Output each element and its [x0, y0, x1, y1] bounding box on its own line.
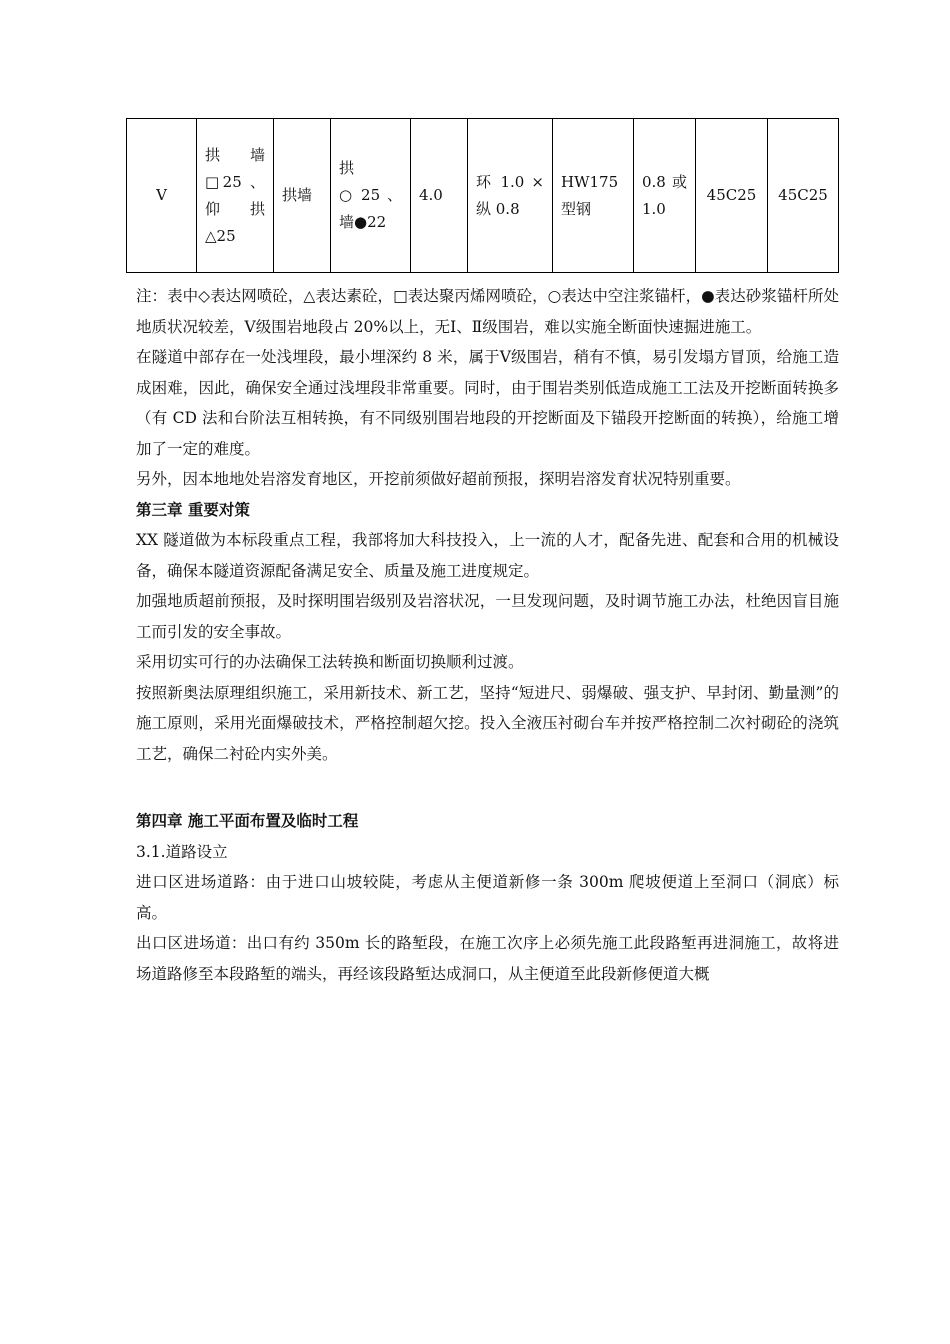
document-body [136, 281, 839, 989]
cell-secondary-lining-b: 45C25 [768, 119, 839, 273]
cell-line: HW175 [561, 172, 619, 191]
cell-anchor-type [331, 119, 411, 273]
paragraph: 另外，因本地地处岩溶发育地区，开挖前须做好超前预报，探明岩溶发育状况特别重要。 [136, 470, 741, 488]
paragraph: 加强地质超前预报，及时探明围岩级别及岩溶状况，一旦发现问题，及时调节施工办法，杜绝因盲目施工而引发的安全事故。 [136, 592, 839, 641]
paragraph: 出口区进场道：出口有约 350m 长的路堑段，在施工次序上必须先施工此段路堑再进洞施工，故将进场道路修至本段路堑的端头，再经该段路堑达成洞口，从主便道至此段新修便道大概 [136, 934, 839, 983]
cell-line: 墙●22 [339, 213, 387, 231]
table-row [127, 119, 839, 273]
paragraph: 采用切实可行的办法确保工法转换和断面切换顺利过渡。 [136, 653, 524, 671]
cell-location: 拱墙 [274, 119, 331, 273]
paragraph: 进口区进场道路：由于进口山坡较陡，考虑从主便道新修一条 300m 爬坡便道上至洞口（洞底）标高。 [136, 873, 839, 922]
cell-spacing [468, 119, 553, 273]
section-heading: 3.1.道路设立 [136, 842, 228, 861]
spacer [136, 769, 839, 806]
cell-line: ○ 25 、 [339, 186, 402, 204]
chapter-heading: 第三章 重要对策 [136, 499, 250, 519]
cell-steel-frame [553, 119, 634, 273]
cell-frame-spacing [634, 119, 696, 273]
cell-line: □25 、 [205, 172, 265, 191]
chapter-heading: 第四章 施工平面布置及临时工程 [136, 811, 359, 830]
paragraph: 在隧道中部存在一处浅埋段，最小埋深约 8 米，属于Ⅴ级围岩，稍有不慎，易引发塌方冒顶，给施工造成困难，因此，确保安全通过浅埋段非常重要。同时，由于围岩类别低造成施工工法及开挖断面转换多（有 CD 法和台阶法互相转换，有不同级别围岩地段的开挖断面及下锚段开挖断面的转换），给施工增加了一定的难度。 [136, 348, 839, 458]
cell-line: 型钢 [561, 199, 592, 218]
paragraph: XX 隧道做为本标段重点工程，我部将加大科技投入，上一流的人才，配备先进、配套和合用的机械设备，确保本隧道资源配备满足安全、质量及施工进度规定。 [136, 531, 839, 580]
cell-line: 纵 0.8 [476, 199, 520, 218]
cell-grade: Ⅴ [127, 119, 197, 273]
cell-line: 1.0 [642, 199, 666, 218]
cell-line: 拱 墙 [205, 145, 265, 164]
support-parameters-table [126, 118, 839, 273]
cell-line: △25 [205, 226, 236, 245]
cell-secondary-lining-a: 45C25 [696, 119, 768, 273]
cell-anchor-length: 4.0 [411, 119, 468, 273]
table-note: 注：表中◇表达网喷砼，△表达素砼，□表达聚丙烯网喷砼，○表达中空注浆锚杆，●表达砂浆锚杆所处地质状况较差，Ⅴ级围岩地段占 20%以上，无Ⅰ、Ⅱ级围岩，难以实施全断面快速掘进施工。 [136, 287, 839, 336]
cell-line: 拱 [339, 159, 355, 177]
cell-line: 0.8 或 [642, 172, 687, 191]
cell-line: 仰 拱 [205, 199, 265, 218]
cell-shotcrete-type [197, 119, 274, 273]
paragraph: 按照新奥法原理组织施工，采用新技术、新工艺，坚持“短进尺、弱爆破、强支护、早封闭、勤量测”的施工原则，采用光面爆破技术，严格控制超欠挖。投入全液压衬砌台车并按严格控制二次衬砌砼的浇筑工艺，确保二衬砼内实外美。 [136, 683, 839, 763]
cell-line: 环 1.0 × [476, 172, 544, 191]
